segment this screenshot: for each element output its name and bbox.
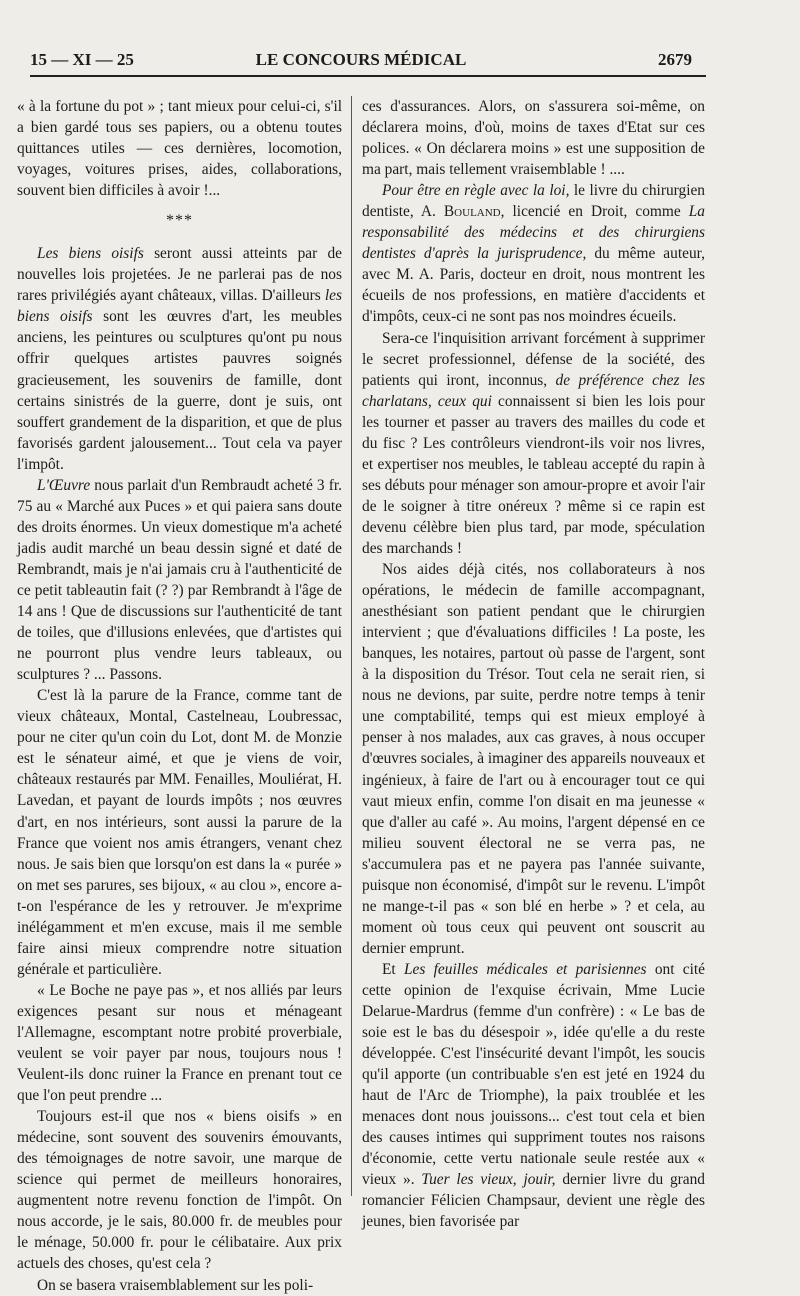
paragraph: Les biens oisifs seront aussi atteints par de nouvelles lois projetées. Je ne parlerai pas de nos rares privilégiés ayant châteaux, villas. D'ailleurs les biens oisifs sont les œuvres d'art, les meubles anciens, les peintures ou sculptures qu'ont pu nous offrir quelques artistes pauvres soignés gracieusement, les souvenirs de famille, dont certains sinistrés de la guerre, dont je suis, ont souffert grandement de la disparition, et que de plus favorisés gardent jalousement... Tout cela va payer l'impôt.: [17, 245, 342, 473]
paragraph: Et Les feuilles médicales et parisiennes ont cité cette opinion de l'exquise écrivain, Mme Lucie Delarue-Mardrus (femme d'un confrère) : « Le bas de soie est le bas du désespoir », idée qu'elle a du reste développée. C'est l'insécurité devant l'impôt, les soucis qu'il apporte (un contribuable s'en est jeté en 1924 du haut de l'Arc de Triomphe), la paix troublée et les menaces dont nous jouissons... c'est tout cela et bien des causes intimes qui suppriment toutes nos raisons d'économie, cette vertu nationale seule restée aux « vieux ». Tuer les vieux, jouir, dernier livre du grand romancier Félicien Champsaur, devient une règle des jeunes, bien favorisée par: [362, 960, 706, 1231]
paragraph: Sera-ce l'inquisition arrivant forcément à supprimer le secret professionnel, défense de la société, des patients qui iront, inconnus, de préférence chez les charlatans, ceux qui connaissent si bien les lois pour les tourner et passer au travers des mailles du code et du fisc ? Les contrôleurs viendront-ils voir nos livres, et expertiser nos meubles, le tableau accepté du rapin à ses débuts pour ménager son amour-propre et avoir l'air de le soigner à titre onéreux ? même si ce rapin est devenu célèbre bien plus tard, par mode, spéculation des marchands !: [362, 329, 705, 557]
page-number: 2679: [658, 50, 692, 69]
paragraph: C'est là la parure de la France, comme tant de vieux châteaux, Montal, Castelneau, Loubressac, pour ne citer qu'un coin du Lot, dont M. de Monzie est le sénateur aimé, et que je viens de voir, châteaux restaurés par MM. Fenailles, Mouliérat, H. Lavedan, et payant de lourds impôts ; nos œuvres d'art, en nos intérieurs, sont aussi la parure de la France que voient nos amis étrangers, venant chez nous. Je sais bien que lorsqu'on est dans la « purée » on met ses parures, ses bijoux, « au clou », encore a-t-on l'espérance de les y retrouver. Je m'exprime inélégamment et m'en excuse, mais il me semble faire ainsi mieux comprendre notre situation générale et particulière.: [17, 687, 342, 978]
paragraph: Pour être en règle avec la loi, le livre du chirurgien dentiste, A. Bouland, licencié en Droit, comme La responsabilité des médecins et des chirurgiens dentistes d'après la jurisprudence, du même auteur, avec M. A. Paris, docteur en droit, nous montrent les écueils de nos professions, en matière d'accidents et d'impôts, ceux-ci ne sont pas nos moindres écueils.: [362, 182, 705, 326]
right-column: [362, 96, 705, 1233]
asterism: ***: [166, 212, 193, 230]
paragraph: Nos aides déjà cités, nos collaborateurs à nos opérations, le médecin de famille accompagnant, anesthésiant son patient pendant que le chirurgien intervient ; que d'évaluations difficiles ! La poste, les banques, les notaires, partout où passe de l'argent, sont à la disposition du Trésor. Tout cela ne serait rien, si nous ne devions, par suite, perdre notre temps à tenir une comptabilité, temps qui est mieux employé à penser à nos malades, aux cas graves, à nous occuper d'œuvres sociales, à imaginer des appareils nouveaux et ingénieux, à faire de l'art ou à encourager tout ce qui vaut mieux enfin, comme l'on disait en ma jeunesse « que d'aller au café ». Au moins, l'argent dépensé en ce milieu souvent électoral ne se verra pas, ne s'accumulera pas et ne payera pas l'année suivante, puisque non économisé, d'impôt sur le revenu. L'impôt ne mange-t-il pas « son blé en herbe » ? et cela, au moment où tous ceux qui peuvent ont souscrit au dernier emprunt.: [362, 561, 705, 957]
header-rule: [30, 75, 706, 77]
left-column: [17, 96, 342, 1296]
issue-date: 15 — XI — 25: [30, 50, 134, 69]
paragraph: Toujours est-il que nos « biens oisifs » en médecine, sont souvent des souvenirs émouvants, des témoignages de notre savoir, une marque de science qui permet de meilleurs honoraires, augmentent notre revenu fonction de l'impôt. On nous accorde, je le sais, 80.000 fr. de meubles pour le ménage, 50.000 fr. pour le célibataire. Aux prix actuels des choses, qu'est cela ?: [17, 1108, 342, 1273]
paragraph: « Le Boche ne paye pas », et nos alliés par leurs exigences pesant sur nous et ménageant l'Allemagne, escomptant notre probité proverbiale, veulent se voir payer par nous, toujours nous ! Veulent-ils donc ruiner la France en prenant tout ce que l'on peut prendre ...: [17, 981, 342, 1105]
paragraph: On se basera vraisemblablement sur les poli-: [37, 1276, 314, 1294]
paragraph: « à la fortune du pot » ; tant mieux pour celui-ci, s'il a bien gardé tous ses papiers, ou a obtenu toutes quittances utiles — ces dernières, locomotion, voyages, voitures prises, aides, collaborations, souvent bien difficiles à avoir !...: [17, 98, 342, 200]
running-header: [30, 50, 692, 72]
paragraph: ces d'assurances. Alors, on s'assurera soi-même, on déclarera moins, d'où, moins de taxes d'Etat sur ces polices. « On déclarera moins » est une supposition de ma part, mais tellement vraisemblable ! ....: [362, 98, 705, 179]
paragraph: L'Œuvre nous parlait d'un Rembraudt acheté 3 fr. 75 au « Marché aux Puces » et qui paiera sans doute des droits énormes. Un vieux domestique m'a acheté jadis audit marché un beau dessin signé et daté de Rembrandt, mais je n'ai jamais cru à l'authenticité de ce petit tableautin fait (? ?) par Rembrandt à l'âge de 14 ans ! Que de discussions sur l'authenticité de tant de toiles, que d'illusions enlevées, que d'artistes qui ne pourront plus vendre leurs tableaux, ou sculptures ? ... Passons.: [17, 476, 342, 684]
journal-title: LE CONCOURS MÉDICAL: [255, 50, 467, 69]
column-divider: [351, 96, 352, 1196]
